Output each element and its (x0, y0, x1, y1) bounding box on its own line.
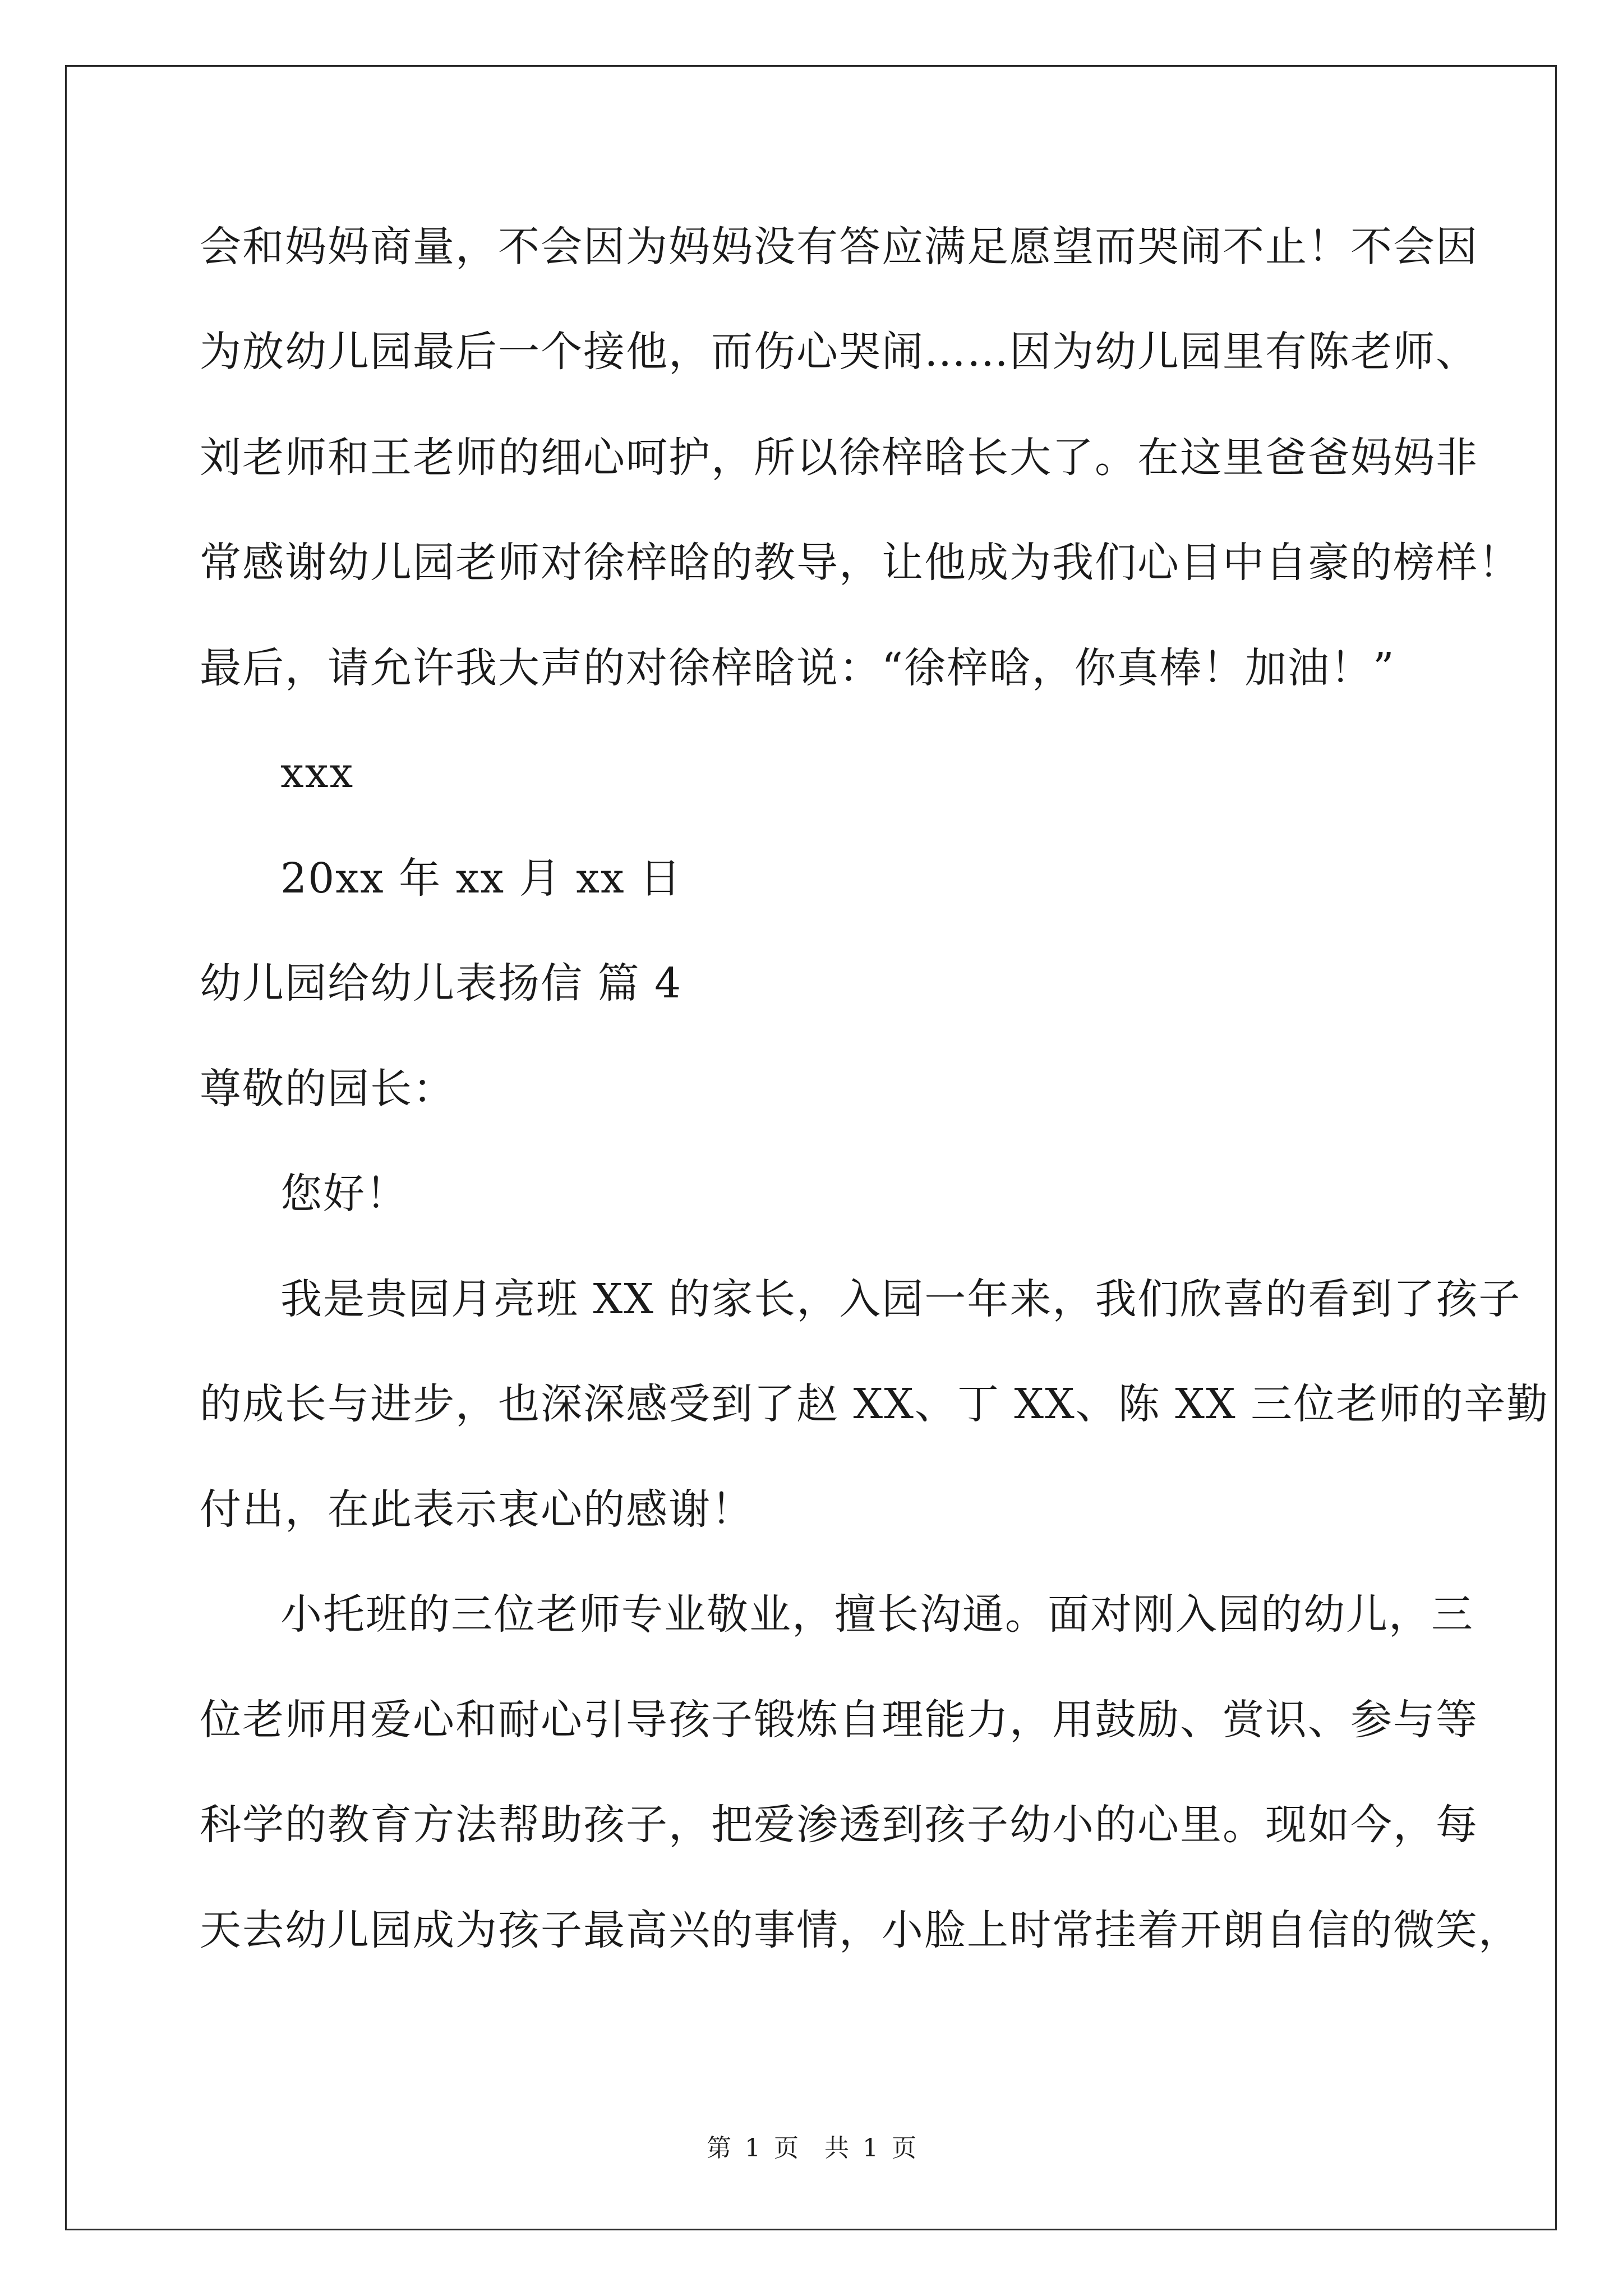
text-line: 科学的教育方法帮助孩子，把爱渗透到孩子幼小的心里。现如今，每 (200, 1801, 1478, 1849)
text-line: 小托班的三位老师专业敬业，擅长沟通。面对刚入园的幼儿，三 (280, 1590, 1474, 1639)
text-line: 为放幼儿园最后一个接他，而伤心哭闹……因为幼儿园里有陈老师、 (200, 328, 1478, 376)
page-total: 共 1 页 (824, 2134, 916, 2162)
text-line: 的成长与进步，也深深感受到了赵 XX、丁 XX、陈 XX 三位老师的辛勤 (200, 1380, 1550, 1428)
text-line: 常感谢幼儿园老师对徐梓晗的教导，让他成为我们心目中自豪的榜样！ (200, 539, 1521, 587)
greeting: 您好！ (280, 1170, 408, 1218)
date-line: 20xx 年 xx 月 xx 日 (280, 854, 683, 903)
section-title: 幼儿园给幼儿表扬信 篇 4 (200, 959, 683, 1007)
text-line: 天去幼儿园成为孩子最高兴的事情，小脸上时常挂着开朗自信的微笑， (200, 1906, 1521, 1954)
salutation: 尊敬的园长： (200, 1065, 455, 1113)
text-line: 位老师用爱心和耐心引导孩子锻炼自理能力，用鼓励、赏识、参与等 (200, 1696, 1478, 1744)
text-line: 付出，在此表示衷心的感谢！ (200, 1485, 754, 1534)
text-line: 我是贵园月亮班 XX 的家长，入园一年来，我们欣喜的看到了孩子 (280, 1275, 1521, 1323)
page-number: 第 1 页 (707, 2134, 799, 2162)
text-line: 刘老师和王老师的细心呵护，所以徐梓晗长大了。在这里爸爸妈妈非 (200, 434, 1478, 482)
text-line: 会和妈妈商量，不会因为妈妈没有答应满足愿望而哭闹不止！不会因 (200, 223, 1478, 271)
signature: xxx (280, 749, 354, 797)
text-line: 最后，请允许我大声的对徐梓晗说：“徐梓晗，你真棒！加油！” (200, 644, 1395, 692)
page-footer (0, 2132, 1623, 2165)
